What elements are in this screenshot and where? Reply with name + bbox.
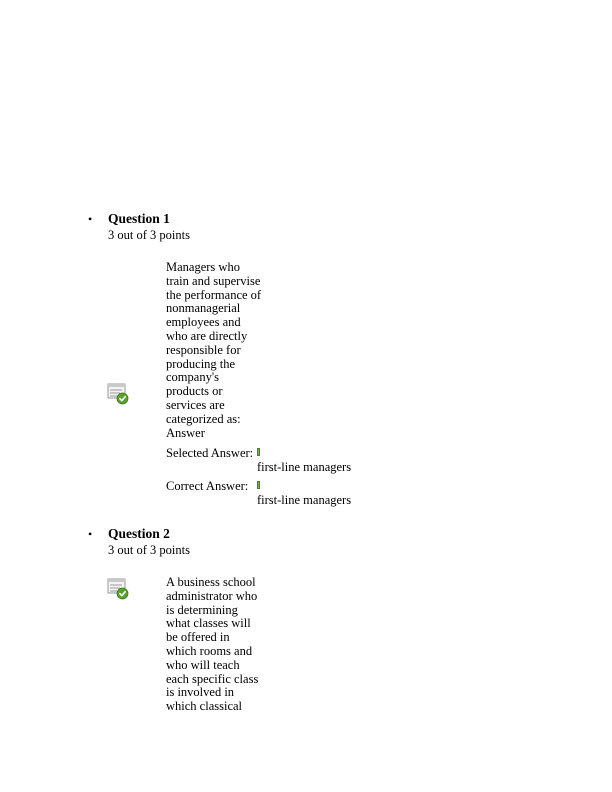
question-points: 3 out of 3 points bbox=[108, 543, 190, 557]
correct-answer-value: first-line managers bbox=[257, 493, 352, 507]
selected-answer-label: Selected Answer: bbox=[166, 446, 254, 460]
correct-check-icon bbox=[107, 383, 129, 405]
answer-marker-icon bbox=[257, 448, 260, 456]
bullet: • bbox=[88, 212, 93, 226]
bullet: • bbox=[88, 527, 93, 541]
question-title: Question 1 bbox=[108, 211, 170, 226]
question-points: 3 out of 3 points bbox=[108, 228, 190, 242]
answer-marker-icon bbox=[257, 481, 260, 489]
selected-answer-value: first-line managers bbox=[257, 460, 352, 474]
question-title: Question 2 bbox=[108, 526, 170, 541]
question-text: Managers who train and supervise the performance of nonmanagerial employees and who are directly responsible for producing the company's products or services are categorized as: Answer bbox=[166, 260, 262, 440]
correct-answer-label: Correct Answer: bbox=[166, 479, 249, 493]
correct-check-icon bbox=[107, 578, 129, 600]
question-text: A business school administrator who is determining what classes will be offered in which rooms and who will teach each specific class is involved in which classical bbox=[166, 575, 259, 714]
